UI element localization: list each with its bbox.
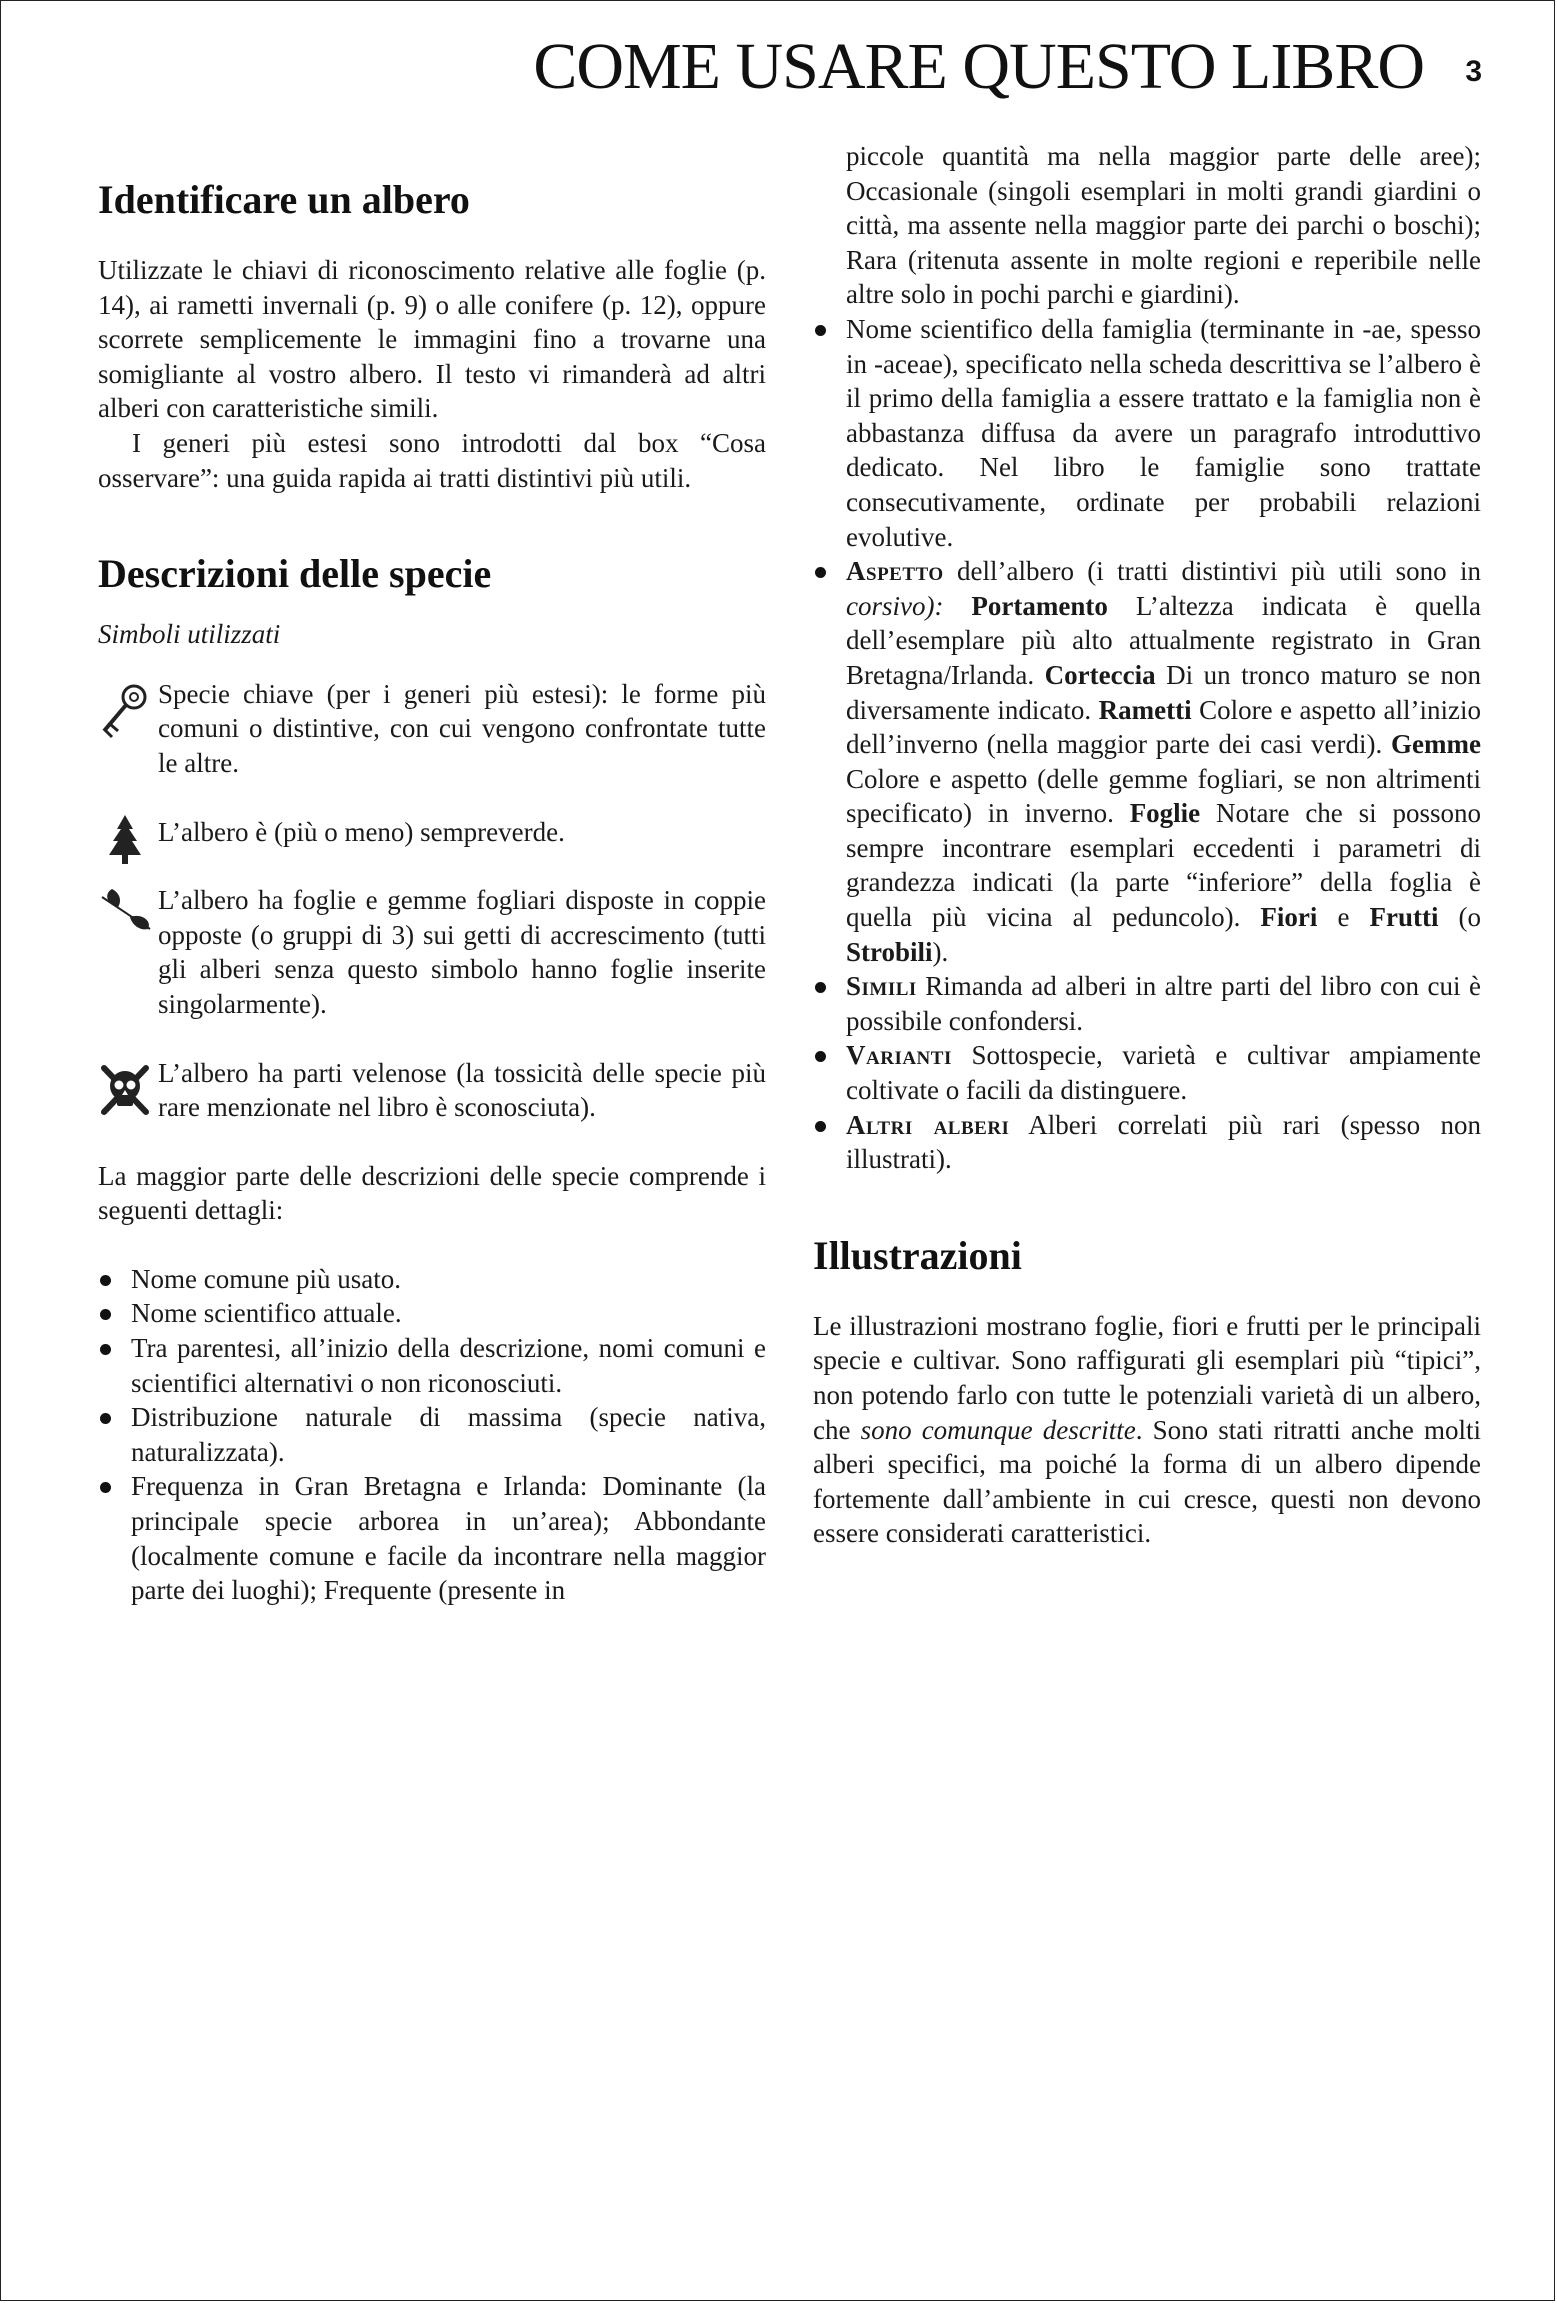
heading-species: Descrizioni delle specie (98, 551, 492, 597)
symbol-poison-text: L’albero ha parti velenose (la tossicità delle specie più rare menzionate nel libro è sconosciuta). (158, 1057, 766, 1123)
running-head: COME USARE QUESTO LIBRO (533, 30, 1424, 103)
list-item-simili: Simili Rimanda ad alberi in altre parti del libro con cui è possibile confondersi. (813, 969, 1481, 1038)
identify-paragraph-1: Utilizzate le chiavi di riconoscimento relative alle foglie (p. 14), ai rametti invernali (p. 9) o alle conifere (p. 12), oppure scorrete semplicemente le immagini fino a trovarne una somigliante al vostro albero. Il testo vi rimanderà ad altri alberi con caratteristiche simili. (98, 255, 766, 424)
details-intro: La maggior parte delle descrizioni delle specie comprende i seguenti dettagli: (98, 1160, 766, 1226)
symbol-poison (98, 1056, 766, 1125)
list-item: piccole quantità ma nella maggior parte delle aree); Occasionale (singoli esemplari in molti grandi giardini o città, ma assente nella maggior parte dei parchi o boschi); Rara (ritenuta assente in molte regioni e reperibile nelle altre solo in pochi parchi e giardini). (846, 141, 1481, 310)
list-item: Nome scientifico della famiglia (terminante in -ae, spesso in -aceae), specificato nella scheda descrittiva se l’albero è il primo della famiglia a essere trattato e la famiglia non è abbastanza diffusa da avere un paragrafo introduttivo dedicato. Nel libro le famiglie sono trattate consecutivamente, ordinate per probabili relazioni evolutive. (813, 312, 1481, 554)
heading-illustrations: Illustrazioni (813, 1232, 1022, 1278)
list-item-varianti: Varianti Sottospecie, varietà e cultivar ampiamente coltivate o facili da distinguere. (813, 1038, 1481, 1107)
key-icon (98, 681, 152, 741)
page-number: 3 (1465, 55, 1482, 88)
skull-crossbones-icon (98, 1060, 152, 1120)
conifer-tree-icon (98, 813, 152, 873)
list-item: Distribuzione naturale di massima (specie nativa, naturalizzata). (98, 1400, 766, 1469)
symbol-key (98, 677, 766, 781)
illustrations-paragraph: Le illustrazioni mostrano foglie, fiori e frutti per le principali specie e cultivar. Sono raffigurati gli esemplari più “tipici”, non potendo farlo con tutte le potenziali varietà di un albero, che sono comunque descritte. Sono stati ritratti anche molti alberi specifici, ma poiché la forma di un albero dipende fortemente dall’ambiente in cui cresce, questi non devono essere considerati caratteristici. (813, 1310, 1481, 1549)
symbol-opposite-leaves (98, 883, 766, 1021)
symbol-evergreen-text: L’albero è (più o meno) sempreverde. (158, 816, 565, 847)
list-item: Nome scientifico attuale. (98, 1296, 766, 1331)
identify-paragraph-2: I generi più estesi sono introdotti dal box “Cosa osservare”: una guida rapida ai tratti distintivi più utili. (98, 427, 766, 493)
details-list (98, 1262, 766, 1608)
list-item-altri-alberi: Altri alberi Alberi correlati più rari (spesso non illustrati). (813, 1108, 1481, 1177)
right-column (813, 139, 1481, 1551)
list-item-aspetto: Aspetto dell’albero (i tratti distintivi più utili sono in corsivo): Portamento L’altezza indicata è quella dell’esemplare più alto attualmente registrato in Gran Bretagna/Irlanda. Corteccia Di un tronco maturo se non diversamente indicato. Rametti Colore e aspetto all’inizio dell’inverno (nella maggior parte dei casi verdi). Gemme Colore e aspetto (delle gemme fogliari, se non altrimenti specificato) in inverno. Foglie Notare che si possono sempre incontrare esemplari eccedenti i parametri di grandezza indicati (la parte “inferiore” della foglia è quella più vicina al peduncolo). Fiori e Frutti (o Strobili). (813, 554, 1481, 969)
list-item: Frequenza in Gran Bretagna e Irlanda: Dominante (la principale specie arborea in un’area); Abbondante (localmente comune e facile da incontrare nella maggior parte dei luoghi); Frequente (presente in (98, 1469, 766, 1607)
left-column (98, 173, 766, 1608)
symbols-caption: Simboli utilizzati (98, 619, 281, 650)
symbol-opposite-leaves-text: L’albero ha foglie e gemme fogliari disposte in coppie opposte (o gruppi di 3) sui getti di accrescimento (tutti gli alberi senza questo simbolo hanno foglie inserite singolarmente). (158, 885, 766, 1019)
list-item: Nome comune più usato. (98, 1262, 766, 1297)
symbol-evergreen (98, 815, 766, 850)
symbol-key-text: Specie chiave (per i generi più estesi): le forme più comuni o distintive, con cui vengono confrontate tutte le altre. (158, 678, 766, 778)
list-item: Tra parentesi, all’inizio della descrizione, nomi comuni e scientifici alternativi o non riconosciuti. (98, 1331, 766, 1400)
heading-identify: Identificare un albero (98, 177, 470, 222)
details-list-continued (813, 139, 1481, 1177)
opposite-leaves-icon (98, 887, 152, 947)
